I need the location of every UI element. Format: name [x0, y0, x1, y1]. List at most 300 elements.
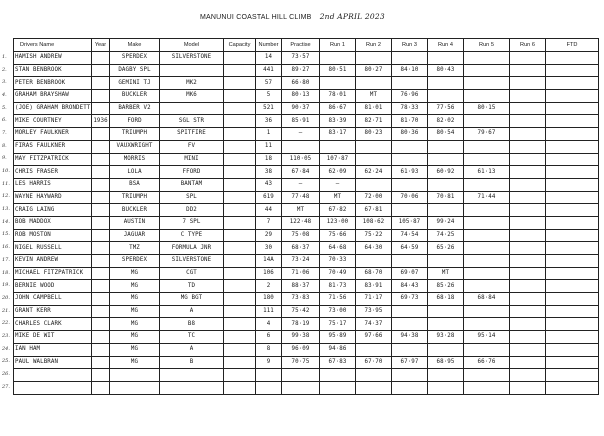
run4-cell — [428, 255, 464, 268]
run2-cell — [356, 369, 392, 382]
row-number: 5. — [2, 104, 7, 111]
ftd-cell — [546, 331, 599, 344]
run4-cell: MT — [428, 267, 464, 280]
ftd-cell — [546, 305, 599, 318]
make-cell: DAGBY SPL — [110, 64, 160, 77]
table-row — [14, 267, 599, 280]
run6-cell — [510, 369, 546, 382]
run1-cell: 70·33 — [320, 255, 356, 268]
run5-cell — [464, 77, 510, 90]
ftd-cell — [546, 115, 599, 128]
table-row — [14, 242, 599, 255]
run3-cell: 78·33 — [392, 102, 428, 115]
model-cell: FV — [160, 140, 224, 153]
make-cell: BUCKLER — [110, 90, 160, 103]
year-cell — [92, 52, 110, 65]
run2-cell — [356, 178, 392, 191]
run4-cell: 93·28 — [428, 331, 464, 344]
run6-cell — [510, 140, 546, 153]
run5-cell — [464, 280, 510, 293]
run6-cell — [510, 52, 546, 65]
number-cell: 44 — [256, 204, 282, 217]
run4-cell — [428, 52, 464, 65]
row-number: 11. — [2, 180, 10, 187]
run1-cell: 71·56 — [320, 293, 356, 306]
driver-name-cell: MICHAEL FITZPATRICK — [14, 267, 92, 280]
table-row — [14, 178, 599, 191]
driver-name-cell: LES HARRIS — [14, 178, 92, 191]
run1-cell: 95·89 — [320, 331, 356, 344]
capacity-cell — [224, 318, 256, 331]
model-cell: 7 SPL — [160, 216, 224, 229]
practise-cell: 88·37 — [282, 280, 320, 293]
practise-cell: 77·48 — [282, 191, 320, 204]
run5-cell — [464, 305, 510, 318]
make-cell: TRIUMPH — [110, 191, 160, 204]
table-row — [14, 64, 599, 77]
run4-cell — [428, 153, 464, 166]
year-cell — [92, 343, 110, 356]
run4-cell: 65·26 — [428, 242, 464, 255]
run4-cell — [428, 381, 464, 394]
row-number: 6. — [2, 117, 7, 124]
driver-name-cell: MIKE DE WIT — [14, 331, 92, 344]
capacity-cell — [224, 216, 256, 229]
capacity-cell — [224, 166, 256, 179]
table-row — [14, 77, 599, 90]
col-header: Drivers Name — [14, 39, 92, 52]
driver-name-cell: FIRAS FAULKNER — [14, 140, 92, 153]
make-cell: MG — [110, 331, 160, 344]
table-row — [14, 115, 599, 128]
run2-cell: 83·91 — [356, 280, 392, 293]
run4-cell: 68·95 — [428, 356, 464, 369]
driver-name-cell: ROB MOSTON — [14, 229, 92, 242]
col-header: Run 6 — [510, 39, 546, 52]
number-cell: 441 — [256, 64, 282, 77]
run6-cell — [510, 229, 546, 242]
run5-cell — [464, 369, 510, 382]
run6-cell — [510, 128, 546, 141]
table-row — [14, 140, 599, 153]
run1-cell: 67·82 — [320, 204, 356, 217]
run1-cell: 80·51 — [320, 64, 356, 77]
table-row — [14, 293, 599, 306]
row-number: 22. — [2, 320, 10, 327]
run6-cell — [510, 356, 546, 369]
driver-name-cell: WAYNE HAYWARD — [14, 191, 92, 204]
run2-cell: 67·81 — [356, 204, 392, 217]
ftd-cell — [546, 280, 599, 293]
run3-cell: 76·96 — [392, 90, 428, 103]
driver-name-cell: BOB MADDOX — [14, 216, 92, 229]
year-cell — [92, 267, 110, 280]
run3-cell — [392, 318, 428, 331]
year-cell — [92, 331, 110, 344]
model-cell: CGT — [160, 267, 224, 280]
year-cell — [92, 305, 110, 318]
run3-cell: 81·70 — [392, 115, 428, 128]
run4-cell: 60·92 — [428, 166, 464, 179]
run5-cell — [464, 140, 510, 153]
table-row — [14, 52, 599, 65]
number-cell: 111 — [256, 305, 282, 318]
capacity-cell — [224, 369, 256, 382]
model-cell: DD2 — [160, 204, 224, 217]
ftd-cell — [546, 343, 599, 356]
run6-cell — [510, 64, 546, 77]
run5-cell: 71·44 — [464, 191, 510, 204]
table-row — [14, 280, 599, 293]
number-cell: 18 — [256, 153, 282, 166]
ftd-cell — [546, 255, 599, 268]
make-cell: MG — [110, 293, 160, 306]
run6-cell — [510, 216, 546, 229]
run4-cell: 80·54 — [428, 128, 464, 141]
run1-cell — [320, 140, 356, 153]
capacity-cell — [224, 64, 256, 77]
practise-cell: 78·19 — [282, 318, 320, 331]
practise-cell: 73·83 — [282, 293, 320, 306]
run4-cell — [428, 305, 464, 318]
number-cell: 38 — [256, 166, 282, 179]
practise-cell: 66·80 — [282, 77, 320, 90]
table-row — [14, 331, 599, 344]
model-cell: A — [160, 305, 224, 318]
run2-cell: 97·66 — [356, 331, 392, 344]
run3-cell — [392, 255, 428, 268]
run2-cell: 68·70 — [356, 267, 392, 280]
year-cell — [92, 64, 110, 77]
event-title: MANUNUI COASTAL HILL CLIMB — [200, 14, 312, 21]
col-header: FTD — [546, 39, 599, 52]
ftd-cell — [546, 318, 599, 331]
number-cell: 14 — [256, 52, 282, 65]
year-cell — [92, 381, 110, 394]
year-cell — [92, 216, 110, 229]
ftd-cell — [546, 128, 599, 141]
run3-cell: 105·87 — [392, 216, 428, 229]
table-row — [14, 356, 599, 369]
col-header: Run 2 — [356, 39, 392, 52]
table-row — [14, 90, 599, 103]
year-cell — [92, 191, 110, 204]
col-header: Model — [160, 39, 224, 52]
year-cell — [92, 77, 110, 90]
year-cell — [92, 318, 110, 331]
model-cell — [160, 64, 224, 77]
ftd-cell — [546, 267, 599, 280]
make-cell: FORD — [110, 115, 160, 128]
model-cell: SPL — [160, 191, 224, 204]
ftd-cell — [546, 204, 599, 217]
number-cell: 57 — [256, 77, 282, 90]
make-cell: MG — [110, 267, 160, 280]
practise-cell: — — [282, 178, 320, 191]
table-row — [14, 102, 599, 115]
driver-name-cell: CHARLES CLARK — [14, 318, 92, 331]
run6-cell — [510, 280, 546, 293]
model-cell: SILVERSTONE — [160, 52, 224, 65]
year-cell — [92, 369, 110, 382]
number-cell: 9 — [256, 356, 282, 369]
run1-cell: 62·09 — [320, 166, 356, 179]
table-row — [14, 166, 599, 179]
run5-cell — [464, 178, 510, 191]
run1-cell: 78·01 — [320, 90, 356, 103]
make-cell — [110, 381, 160, 394]
row-number: 25. — [2, 358, 10, 365]
run5-cell — [464, 318, 510, 331]
run2-cell: 80·23 — [356, 128, 392, 141]
number-cell: 4 — [256, 318, 282, 331]
practise-cell: 96·09 — [282, 343, 320, 356]
table-row — [14, 343, 599, 356]
ftd-cell — [546, 356, 599, 369]
make-cell: MORRIS — [110, 153, 160, 166]
run5-cell: 61·13 — [464, 166, 510, 179]
table-row — [14, 305, 599, 318]
table-row — [14, 381, 599, 394]
run3-cell: 84·43 — [392, 280, 428, 293]
run5-cell: 66·76 — [464, 356, 510, 369]
capacity-cell — [224, 267, 256, 280]
number-cell — [256, 369, 282, 382]
run5-cell — [464, 64, 510, 77]
col-header: Year — [92, 39, 110, 52]
driver-name-cell: IAN HAM — [14, 343, 92, 356]
run5-cell: 95·14 — [464, 331, 510, 344]
row-number: 14. — [2, 218, 10, 225]
driver-name-cell: GRAHAM BRAYSHAW — [14, 90, 92, 103]
number-cell — [256, 381, 282, 394]
run5-cell — [464, 343, 510, 356]
make-cell: SPERDEX — [110, 255, 160, 268]
driver-name-cell: NIGEL RUSSELL — [14, 242, 92, 255]
run4-cell — [428, 90, 464, 103]
practise-cell: 122·48 — [282, 216, 320, 229]
model-cell: FFORD — [160, 166, 224, 179]
run6-cell — [510, 102, 546, 115]
run3-cell — [392, 52, 428, 65]
ftd-cell — [546, 166, 599, 179]
model-cell: TC — [160, 331, 224, 344]
run2-cell: 64·30 — [356, 242, 392, 255]
event-date: 2nd APRIL 2023 — [319, 12, 385, 21]
year-cell — [92, 242, 110, 255]
ftd-cell — [546, 191, 599, 204]
run1-cell — [320, 52, 356, 65]
row-number: 20. — [2, 294, 10, 301]
run2-cell: 62·24 — [356, 166, 392, 179]
capacity-cell — [224, 191, 256, 204]
driver-name-cell: (JOE) GRAHAM BRONDETT — [14, 102, 92, 115]
run1-cell: — — [320, 178, 356, 191]
capacity-cell — [224, 305, 256, 318]
run1-cell — [320, 369, 356, 382]
run1-cell: 94·86 — [320, 343, 356, 356]
run4-cell: 82·02 — [428, 115, 464, 128]
row-number: 17. — [2, 256, 10, 263]
model-cell: SGL STR — [160, 115, 224, 128]
col-header: Run 5 — [464, 39, 510, 52]
run3-cell: 67·97 — [392, 356, 428, 369]
ftd-cell — [546, 229, 599, 242]
row-number: 18. — [2, 269, 10, 276]
run2-cell — [356, 381, 392, 394]
model-cell: MK2 — [160, 77, 224, 90]
year-cell — [92, 178, 110, 191]
ftd-cell — [546, 242, 599, 255]
number-cell: 1 — [256, 128, 282, 141]
row-number: 9. — [2, 155, 7, 162]
run5-cell — [464, 267, 510, 280]
run3-cell — [392, 343, 428, 356]
driver-name-cell: KEVIN ANDREW — [14, 255, 92, 268]
year-cell — [92, 356, 110, 369]
practise-cell — [282, 381, 320, 394]
run1-cell: 64·68 — [320, 242, 356, 255]
practise-cell: — — [282, 128, 320, 141]
results-table — [13, 38, 599, 395]
model-cell: SPITFIRE — [160, 128, 224, 141]
practise-cell: 70·75 — [282, 356, 320, 369]
run2-cell: 108·62 — [356, 216, 392, 229]
row-number: 2. — [2, 66, 7, 73]
run4-cell: 74·25 — [428, 229, 464, 242]
run5-cell — [464, 229, 510, 242]
ftd-cell — [546, 90, 599, 103]
run1-cell: 83·39 — [320, 115, 356, 128]
run4-cell: 85·26 — [428, 280, 464, 293]
make-cell: BUCKLER — [110, 204, 160, 217]
run3-cell: 64·59 — [392, 242, 428, 255]
run6-cell — [510, 255, 546, 268]
run3-cell — [392, 381, 428, 394]
driver-name-cell — [14, 369, 92, 382]
run1-cell — [320, 381, 356, 394]
model-cell: MK6 — [160, 90, 224, 103]
number-cell: 30 — [256, 242, 282, 255]
row-number: 19. — [2, 282, 10, 289]
row-number: 3. — [2, 79, 7, 86]
capacity-cell — [224, 77, 256, 90]
practise-cell: 99·38 — [282, 331, 320, 344]
year-cell — [92, 90, 110, 103]
make-cell: GEMINI TJ — [110, 77, 160, 90]
run3-cell — [392, 204, 428, 217]
capacity-cell — [224, 229, 256, 242]
ftd-cell — [546, 293, 599, 306]
run5-cell — [464, 242, 510, 255]
year-cell — [92, 140, 110, 153]
year-cell — [92, 293, 110, 306]
run2-cell: 81·01 — [356, 102, 392, 115]
run6-cell — [510, 267, 546, 280]
model-cell — [160, 102, 224, 115]
capacity-cell — [224, 102, 256, 115]
model-cell: A — [160, 343, 224, 356]
capacity-cell — [224, 52, 256, 65]
run1-cell: 123·00 — [320, 216, 356, 229]
run3-cell: 84·10 — [392, 64, 428, 77]
run6-cell — [510, 331, 546, 344]
make-cell: JAGUAR — [110, 229, 160, 242]
row-number: 27. — [2, 383, 10, 390]
run2-cell: 71·17 — [356, 293, 392, 306]
run1-cell: 75·66 — [320, 229, 356, 242]
make-cell: MG — [110, 318, 160, 331]
row-number: 4. — [2, 91, 7, 98]
run4-cell: 80·43 — [428, 64, 464, 77]
make-cell: LOLA — [110, 166, 160, 179]
model-cell: BANTAM — [160, 178, 224, 191]
practise-cell: 89·27 — [282, 64, 320, 77]
driver-name-cell — [14, 381, 92, 394]
make-cell: BSA — [110, 178, 160, 191]
row-number: 7. — [2, 129, 7, 136]
run3-cell — [392, 305, 428, 318]
make-cell: TMZ — [110, 242, 160, 255]
run6-cell — [510, 90, 546, 103]
number-cell: 521 — [256, 102, 282, 115]
driver-name-cell: MAY FITZPATRICK — [14, 153, 92, 166]
driver-name-cell: CHRIS FRASER — [14, 166, 92, 179]
model-cell: B — [160, 356, 224, 369]
number-cell: 36 — [256, 115, 282, 128]
table-row — [14, 369, 599, 382]
table-row — [14, 153, 599, 166]
year-cell — [92, 128, 110, 141]
run3-cell — [392, 77, 428, 90]
number-cell: 5 — [256, 90, 282, 103]
run4-cell — [428, 77, 464, 90]
ftd-cell — [546, 52, 599, 65]
practise-cell — [282, 140, 320, 153]
run2-cell — [356, 255, 392, 268]
ftd-cell — [546, 178, 599, 191]
table-row — [14, 191, 599, 204]
ftd-cell — [546, 102, 599, 115]
practise-cell: 67·84 — [282, 166, 320, 179]
col-header: Run 1 — [320, 39, 356, 52]
run6-cell — [510, 115, 546, 128]
run2-cell — [356, 140, 392, 153]
practise-cell: 110·05 — [282, 153, 320, 166]
practise-cell: 75·08 — [282, 229, 320, 242]
make-cell: MG — [110, 343, 160, 356]
capacity-cell — [224, 153, 256, 166]
year-cell — [92, 255, 110, 268]
run6-cell — [510, 77, 546, 90]
model-cell: SILVERSTONE — [160, 255, 224, 268]
number-cell: 11 — [256, 140, 282, 153]
driver-name-cell: PAUL WALBRAN — [14, 356, 92, 369]
row-number: 8. — [2, 142, 7, 149]
run6-cell — [510, 178, 546, 191]
run2-cell — [356, 77, 392, 90]
make-cell: VAUXWRIGHT — [110, 140, 160, 153]
number-cell: 43 — [256, 178, 282, 191]
table-row — [14, 255, 599, 268]
run1-cell — [320, 77, 356, 90]
run3-cell: 69·07 — [392, 267, 428, 280]
run4-cell — [428, 204, 464, 217]
run2-cell — [356, 52, 392, 65]
number-cell: 29 — [256, 229, 282, 242]
run1-cell: 107·87 — [320, 153, 356, 166]
year-cell — [92, 153, 110, 166]
